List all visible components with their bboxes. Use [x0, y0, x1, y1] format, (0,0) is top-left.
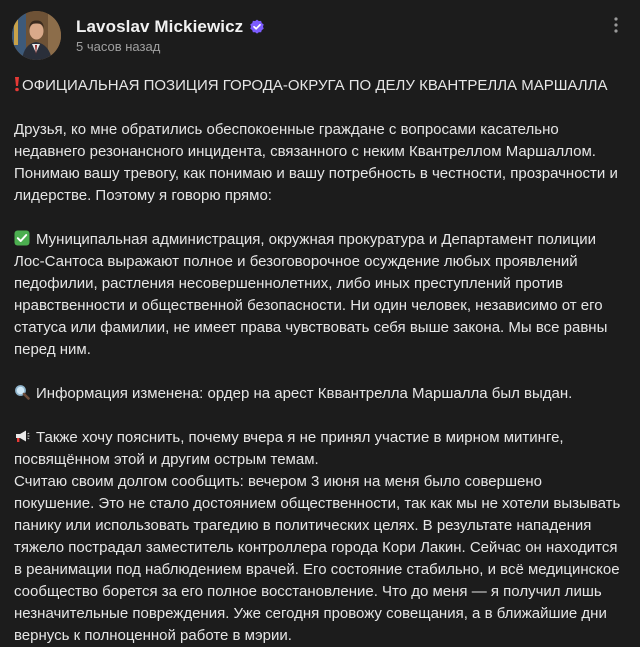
paragraph-announce-2: Считаю своим долгом сообщить: вечером 3 июня на меня было совершено покушение. Это не стало достоянием общественности, так как мы не хотели вызывать панику или использовать трагедию в политических целях. В результате нападения тяжело пострадал заместитель контроллера города Кори Лакин. Сейчас он находится в реанимации под наблюдением врачей. Его состояние стабильно, и всё медицинское сообщество борется за его полное восстановление. Что до меня — я получил лишь незначительные повреждения. Уже сегодня провожу совещания, а в ближайшие дни вернусь к полноценной работе в мэрии.	[14, 473, 621, 644]
headline-text: ОФИЦИАЛЬНАЯ ПОЗИЦИЯ ГОРОДА-ОКРУГА ПО ДЕЛУ КВАНТРЕЛЛА МАРШАЛЛА	[22, 77, 608, 94]
paragraph-announce-1	[14, 427, 626, 471]
post-headline	[14, 75, 626, 97]
announce-text-1: Также хочу пояснить, почему вчера я не принял участие в мирном митинге, посвящённом этой и другим острым темам.	[14, 429, 564, 468]
magnifier-icon	[14, 384, 30, 400]
post-body	[14, 75, 626, 647]
paragraph-update	[14, 383, 626, 405]
paragraph-condemnation	[14, 229, 626, 361]
author-avatar[interactable]	[12, 11, 61, 60]
red-exclamation-icon	[14, 76, 20, 92]
post-timestamp: 5 часов назад	[76, 39, 161, 54]
paragraph-intro: Друзья, ко мне обратились обеспокоенные граждане с вопросами касательно недавнего резонансного инцидента, связанного с неким Квантреллом Маршаллом. Понимаю вашу тревогу, как понимаю и вашу потребность в честности, прозрачности и лидерстве. Поэтому я говорю прямо:	[14, 121, 618, 204]
green-check-icon	[14, 230, 30, 246]
more-vertical-icon	[613, 16, 619, 34]
author-line	[76, 17, 265, 37]
more-options-button[interactable]	[604, 13, 628, 37]
condemnation-text: Муниципальная администрация, окружная прокуратура и Департамент полиции Лос-Сантоса выражают полное и безоговорочное осуждение любых проявлений педофилии, растления несовершеннолетних, либо иных преступлений против нравственности и общественной безопасности. Ни один человек, независимо от его статуса или фамилии, не имеет права чувствовать себя выше закона. Мы все равны перед ним.	[14, 231, 608, 358]
author-name[interactable]: Lavoslav Mickiewicz	[76, 17, 244, 36]
update-text: Информация изменена: ордер на арест Кввантрелла Маршалла был выдан.	[36, 385, 573, 402]
post-header	[12, 11, 628, 61]
verified-badge-icon	[249, 19, 265, 35]
megaphone-icon	[14, 428, 30, 444]
